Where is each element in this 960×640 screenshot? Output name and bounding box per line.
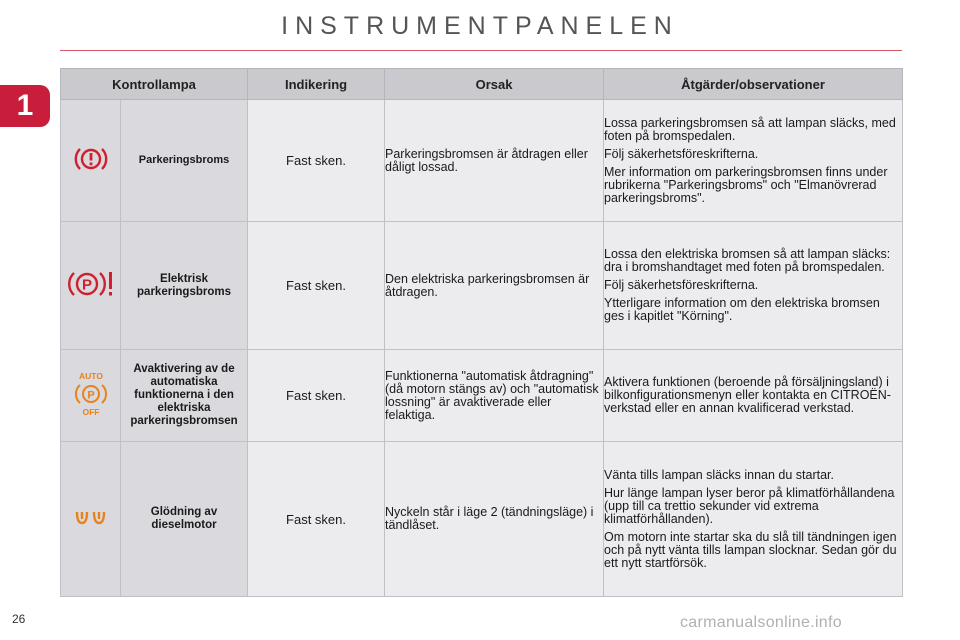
action-text: Följ säkerhetsföreskrifterna. <box>604 278 759 292</box>
action-text: Mer information om parkeringsbromsen finns under rubrikerna "Parkeringsbroms" och "Elmanövrerad parkeringsbroms". <box>604 164 888 205</box>
watermark: carmanualsonline.info <box>680 614 842 631</box>
lamp-name: Parkeringsbroms <box>121 100 248 222</box>
indication-text: Fast sken. <box>248 350 385 442</box>
off-label: OFF <box>82 407 99 417</box>
cause-text: Parkeringsbromsen är åtdragen eller dåligt lossad. <box>385 100 604 222</box>
warning-lamp-table <box>60 68 903 597</box>
action-text: Om motorn inte startar ska du slå till tändningen igen och på nytt vänta tills lampan slocknar. Sedan gör du ett nytt startförsök. <box>604 529 897 570</box>
action-text: Följ säkerhetsföreskrifterna. <box>604 146 759 161</box>
svg-text:P: P <box>81 276 92 294</box>
action-text: Lossa den elektriska bromsen så att lampan släcks: dra i bromshandtaget med foten på bromspedalen. <box>604 247 891 274</box>
icon-cell <box>61 442 121 597</box>
icon-cell <box>61 222 121 350</box>
lamp-name: Glödning av dieselmotor <box>121 442 248 597</box>
auto-label: AUTO <box>78 371 103 381</box>
indication-text: Fast sken. <box>248 442 385 597</box>
indication-text: Fast sken. <box>248 222 385 350</box>
lamp-name: Avaktivering av de automatiska funktionerna i den elektriska parkeringsbromsen <box>121 350 248 442</box>
actions-cell <box>604 100 903 222</box>
cause-text: Funktionerna "automatisk åtdragning" (då motorn stängs av) och "automatisk lossning" är avaktiverade eller felaktiga. <box>385 350 604 442</box>
action-text: Ytterligare information om den elektriska bromsen ges i kapitlet "Körning". <box>604 296 880 323</box>
action-text: Hur länge lampan lyser beror på klimatförhållandena (upp till ca trettio sekunder vid extrema klimatförhållanden). <box>604 485 895 526</box>
lamp-name: Elektrisk parkeringsbroms <box>121 222 248 350</box>
parking-brake-warning-icon <box>74 144 108 174</box>
actions-cell <box>604 442 903 597</box>
table-row <box>61 350 903 442</box>
page-title: INSTRUMENTPANELEN <box>281 12 679 40</box>
p-letter: P <box>86 389 95 402</box>
action-text: Vänta tills lampan släcks innan du startar. <box>604 467 834 482</box>
column-header-kontrollampa: Kontrollampa <box>61 69 248 100</box>
actions-cell <box>604 350 903 442</box>
chapter-tab: 1 <box>0 85 50 127</box>
column-header-orsak: Orsak <box>385 69 604 100</box>
actions-cell <box>604 222 903 350</box>
column-header-indikering: Indikering <box>248 69 385 100</box>
table-row <box>61 222 903 350</box>
page-number: 26 <box>12 612 26 626</box>
table-header-row <box>61 69 903 100</box>
table-row <box>61 100 903 222</box>
auto-parking-brake-off-icon <box>70 371 112 417</box>
icon-cell <box>61 100 121 222</box>
action-text: Lossa parkeringsbromsen så att lampan släcks, med foten på bromspedalen. <box>604 115 896 143</box>
action-text: Aktivera funktionen (beroende på försäljningsland) i bilkonfigurationsmenyn eller kontakta en CITROËN-verkstad eller en annan kvalificerad verkstad. <box>604 375 891 415</box>
title-divider <box>60 50 902 51</box>
diesel-glow-plug-icon <box>74 508 108 528</box>
table-row <box>61 442 903 597</box>
electric-parking-brake-icon <box>65 268 117 300</box>
icon-cell <box>61 350 121 442</box>
cause-text: Nyckeln står i läge 2 (tändningsläge) i tändlåset. <box>385 442 604 597</box>
indication-text: Fast sken. <box>248 100 385 222</box>
cause-text: Den elektriska parkeringsbromsen är åtdragen. <box>385 222 604 350</box>
column-header-atgarder: Åtgärder/observationer <box>604 69 903 100</box>
